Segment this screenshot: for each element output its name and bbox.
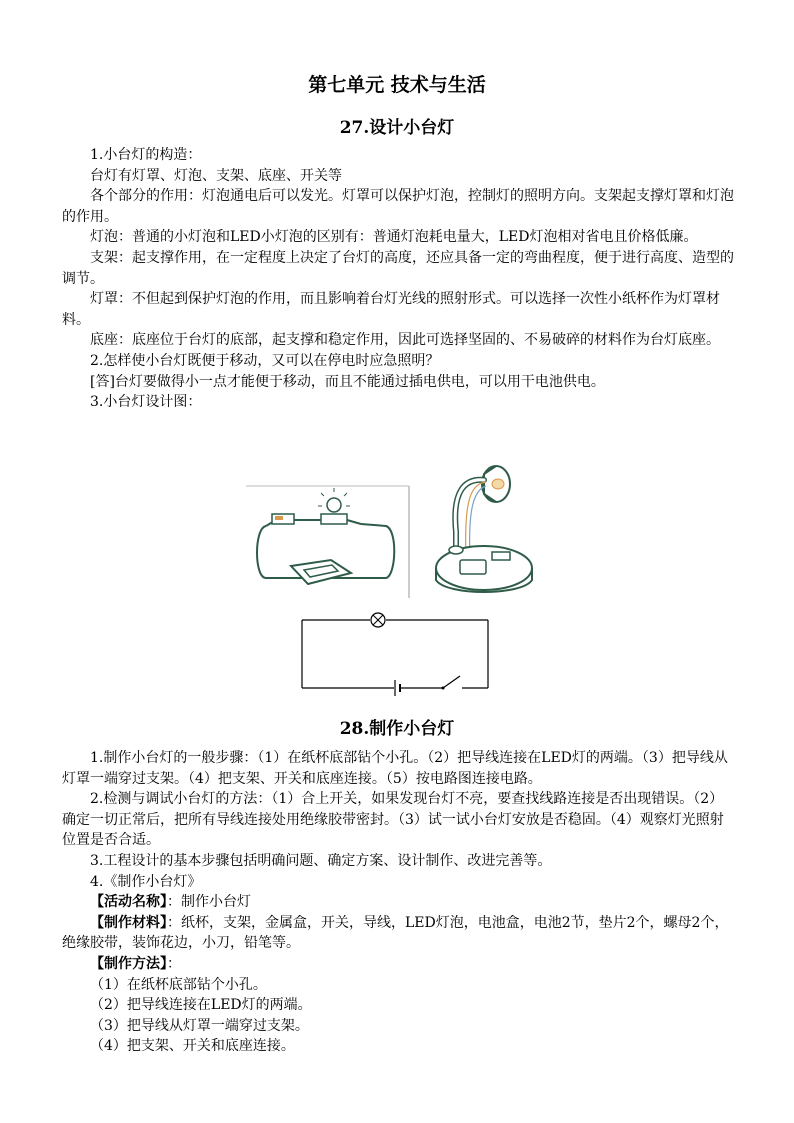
paragraph: 2.检测与调试小台灯的方法：（1）合上开关，如果发现台灯不亮，要查找线路连接是否出现错误。（2）确定一切正常后，把所有导线连接处用绝缘胶带密封。（3）试一试小台灯安放是否稳固。（4）观察灯光照射位置是否合适。 bbox=[62, 791, 724, 849]
lesson-28-body bbox=[62, 748, 734, 1057]
materials-line bbox=[62, 913, 734, 954]
battery-symbol bbox=[395, 680, 400, 696]
paragraph: 灯罩：不但起到保护灯泡的作用，而且影响着台灯光线的照射形式。可以选择一次性小纸杯作为灯罩材料。 bbox=[62, 291, 720, 328]
method-colon: ： bbox=[167, 955, 181, 972]
method-step: （4）把支架、开关和底座连接。 bbox=[90, 1038, 295, 1055]
unit-title: 第七单元 技术与生活 bbox=[308, 74, 486, 96]
activity-name-label: 【活动名称】 bbox=[90, 894, 167, 911]
materials-label: 【制作材料】 bbox=[90, 914, 167, 931]
lesson-27-title: 27.设计小台灯 bbox=[339, 118, 455, 138]
battery-box-sketch bbox=[291, 560, 351, 584]
paragraph: 1.小台灯的构造： bbox=[90, 147, 202, 163]
method-step: （3）把导线从灯罩一端穿过支架。 bbox=[90, 1017, 309, 1034]
lamp-bulb bbox=[492, 479, 504, 489]
circuit-sketch-figure bbox=[246, 478, 416, 598]
method-line bbox=[62, 954, 734, 975]
method-label: 【制作方法】 bbox=[90, 955, 167, 972]
paragraph: 4.《制作小台灯》 bbox=[90, 873, 202, 890]
switch-lever bbox=[275, 516, 283, 520]
paragraph: 支架：起支撑作用，在一定程度上决定了台灯的高度，还应具备一定的弯曲程度，便于进行高度、造型的调节。 bbox=[62, 249, 734, 287]
activity-name-line bbox=[62, 892, 734, 913]
circuit-diagram-figure bbox=[298, 608, 494, 700]
lesson-28-title: 28.制作小台灯 bbox=[339, 719, 455, 739]
paragraph: 台灯有灯罩、灯泡、支架、底座、开关等 bbox=[90, 167, 342, 184]
activity-name-value: ：制作小台灯 bbox=[167, 894, 251, 911]
paragraph: 各个部分的作用：灯泡通电后可以发光。灯罩可以保护灯泡，控制灯的照明方向。支架起支撑灯罩和灯泡的作用。 bbox=[62, 188, 734, 225]
lamp-symbol bbox=[371, 613, 385, 627]
paragraph: 灯泡：普通的小灯泡和LED小灯泡的区别有：普通灯泡耗电量大，LED灯泡相对省电且价格低廉。 bbox=[90, 229, 698, 246]
materials-value: ：纸杯，支架，金属盒，开关，导线，LED灯泡，电池盒，电池2节，垫片2个，螺母2个，绝缘胶带，装饰花边，小刀，铅笔等。 bbox=[62, 914, 729, 952]
paragraph: [答]台灯要做得小一点才能便于移动，而且不能通过插电供电，可以用干电池供电。 bbox=[90, 373, 605, 390]
lesson-27-body bbox=[62, 145, 734, 413]
paragraph: 3.小台灯设计图： bbox=[90, 394, 202, 411]
method-step: （2）把导线连接在LED灯的两端。 bbox=[90, 997, 312, 1014]
paragraph: 2.怎样使小台灯既便于移动，又可以在停电时应急照明？ bbox=[90, 352, 440, 369]
desk-lamp-figure bbox=[426, 462, 538, 598]
lamp-switch bbox=[492, 552, 510, 560]
paragraph: 底座：底座位于台灯的底部，起支撑和稳定作用，因此可选择坚固的、不易破碎的材料作为台灯底座。 bbox=[90, 332, 720, 349]
bulb-holder-sketch bbox=[321, 514, 347, 524]
lamp-battery-box bbox=[460, 560, 486, 574]
bulb-sketch bbox=[327, 498, 341, 512]
method-step: （1）在纸杯底部钻个小孔。 bbox=[90, 976, 267, 993]
paragraph: 3.工程设计的基本步骤包括明确问题、确定方案、设计制作、改进完善等。 bbox=[90, 852, 552, 869]
switch-symbol bbox=[442, 676, 461, 690]
paragraph: 1.制作小台灯的一般步骤：（1）在纸杯底部钻个小孔。（2）把导线连接在LED灯的两端。（3）把导线从灯罩一端穿过支架。（4）把支架、开关和底座连接。（5）按电路图连接电路。 bbox=[62, 750, 728, 787]
